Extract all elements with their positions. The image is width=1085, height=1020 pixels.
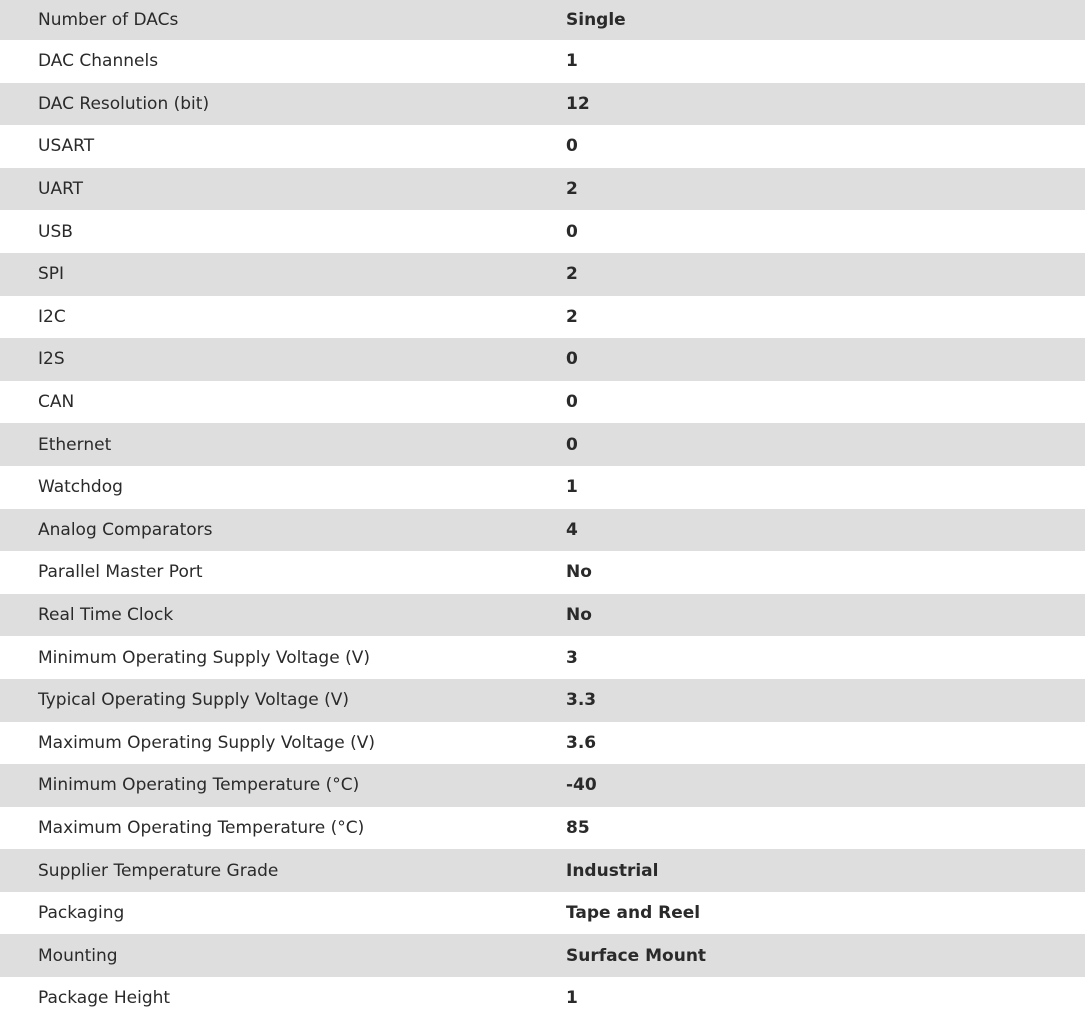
- spec-label: Watchdog: [38, 477, 123, 498]
- spec-label: SPI: [38, 264, 65, 285]
- spec-value: 0: [566, 221, 578, 242]
- spec-label: I2S: [38, 349, 65, 370]
- spec-value: 3.6: [566, 732, 597, 753]
- spec-row: [0, 466, 1085, 509]
- spec-value: 1: [566, 51, 578, 72]
- spec-row: [0, 509, 1085, 552]
- spec-value: 1: [566, 477, 578, 498]
- spec-row: [0, 849, 1085, 892]
- spec-row: [0, 83, 1085, 126]
- spec-value: Tape and Reel: [566, 903, 701, 924]
- spec-label: Number of DACs: [38, 10, 179, 30]
- spec-row: [0, 210, 1085, 253]
- spec-label: Packaging: [38, 903, 125, 924]
- spec-row: [0, 892, 1085, 935]
- spec-value: No: [566, 562, 592, 583]
- spec-label: Maximum Operating Supply Voltage (V): [38, 732, 375, 753]
- spec-value: 2: [566, 306, 578, 327]
- spec-label: USART: [38, 136, 95, 157]
- spec-row: [0, 679, 1085, 722]
- spec-label: DAC Resolution (bit): [38, 93, 210, 114]
- spec-value: 2: [566, 264, 578, 285]
- spec-value: 0: [566, 349, 578, 370]
- spec-row: [0, 636, 1085, 679]
- spec-row: [0, 125, 1085, 168]
- spec-label: DAC Channels: [38, 51, 159, 72]
- spec-label: Minimum Operating Temperature (°C): [38, 775, 360, 796]
- spec-row: [0, 934, 1085, 977]
- spec-value: 12: [566, 93, 590, 114]
- spec-row: [0, 551, 1085, 594]
- spec-row: [0, 253, 1085, 296]
- spec-value: Industrial: [566, 860, 659, 881]
- spec-row: [0, 338, 1085, 381]
- spec-value: 4: [566, 519, 578, 540]
- spec-label: Real Time Clock: [38, 605, 174, 626]
- spec-label: Typical Operating Supply Voltage (V): [38, 690, 349, 711]
- spec-row: [0, 168, 1085, 211]
- spec-row: [0, 764, 1085, 807]
- spec-label: Maximum Operating Temperature (°C): [38, 817, 365, 838]
- spec-label: UART: [38, 179, 84, 200]
- spec-value: 1: [566, 988, 578, 1009]
- spec-row: [0, 722, 1085, 765]
- spec-label: Mounting: [38, 945, 118, 966]
- spec-row: [0, 807, 1085, 850]
- spec-row: [0, 296, 1085, 339]
- spec-row: [0, 0, 1085, 40]
- spec-label: Ethernet: [38, 434, 112, 455]
- spec-value: 2: [566, 179, 578, 200]
- spec-row: [0, 594, 1085, 637]
- spec-label: Minimum Operating Supply Voltage (V): [38, 647, 370, 668]
- spec-value: Single: [566, 10, 626, 30]
- spec-value: 0: [566, 136, 578, 157]
- spec-row: [0, 423, 1085, 466]
- spec-row: [0, 40, 1085, 83]
- spec-value: 3: [566, 647, 578, 668]
- spec-value: Surface Mount: [566, 945, 707, 966]
- spec-label: Supplier Temperature Grade: [38, 860, 279, 881]
- spec-label: Analog Comparators: [38, 519, 213, 540]
- spec-value: 0: [566, 392, 578, 413]
- spec-label: USB: [38, 221, 73, 242]
- spec-label: Parallel Master Port: [38, 562, 203, 583]
- spec-label: I2C: [38, 306, 66, 327]
- spec-value: 85: [566, 817, 590, 838]
- spec-row: [0, 381, 1085, 424]
- spec-value: 3.3: [566, 690, 597, 711]
- spec-value: 0: [566, 434, 578, 455]
- spec-label: Package Height: [38, 988, 171, 1009]
- spec-row: [0, 977, 1085, 1020]
- spec-value: No: [566, 605, 592, 626]
- spec-label: CAN: [38, 392, 75, 413]
- spec-value: -40: [566, 775, 597, 796]
